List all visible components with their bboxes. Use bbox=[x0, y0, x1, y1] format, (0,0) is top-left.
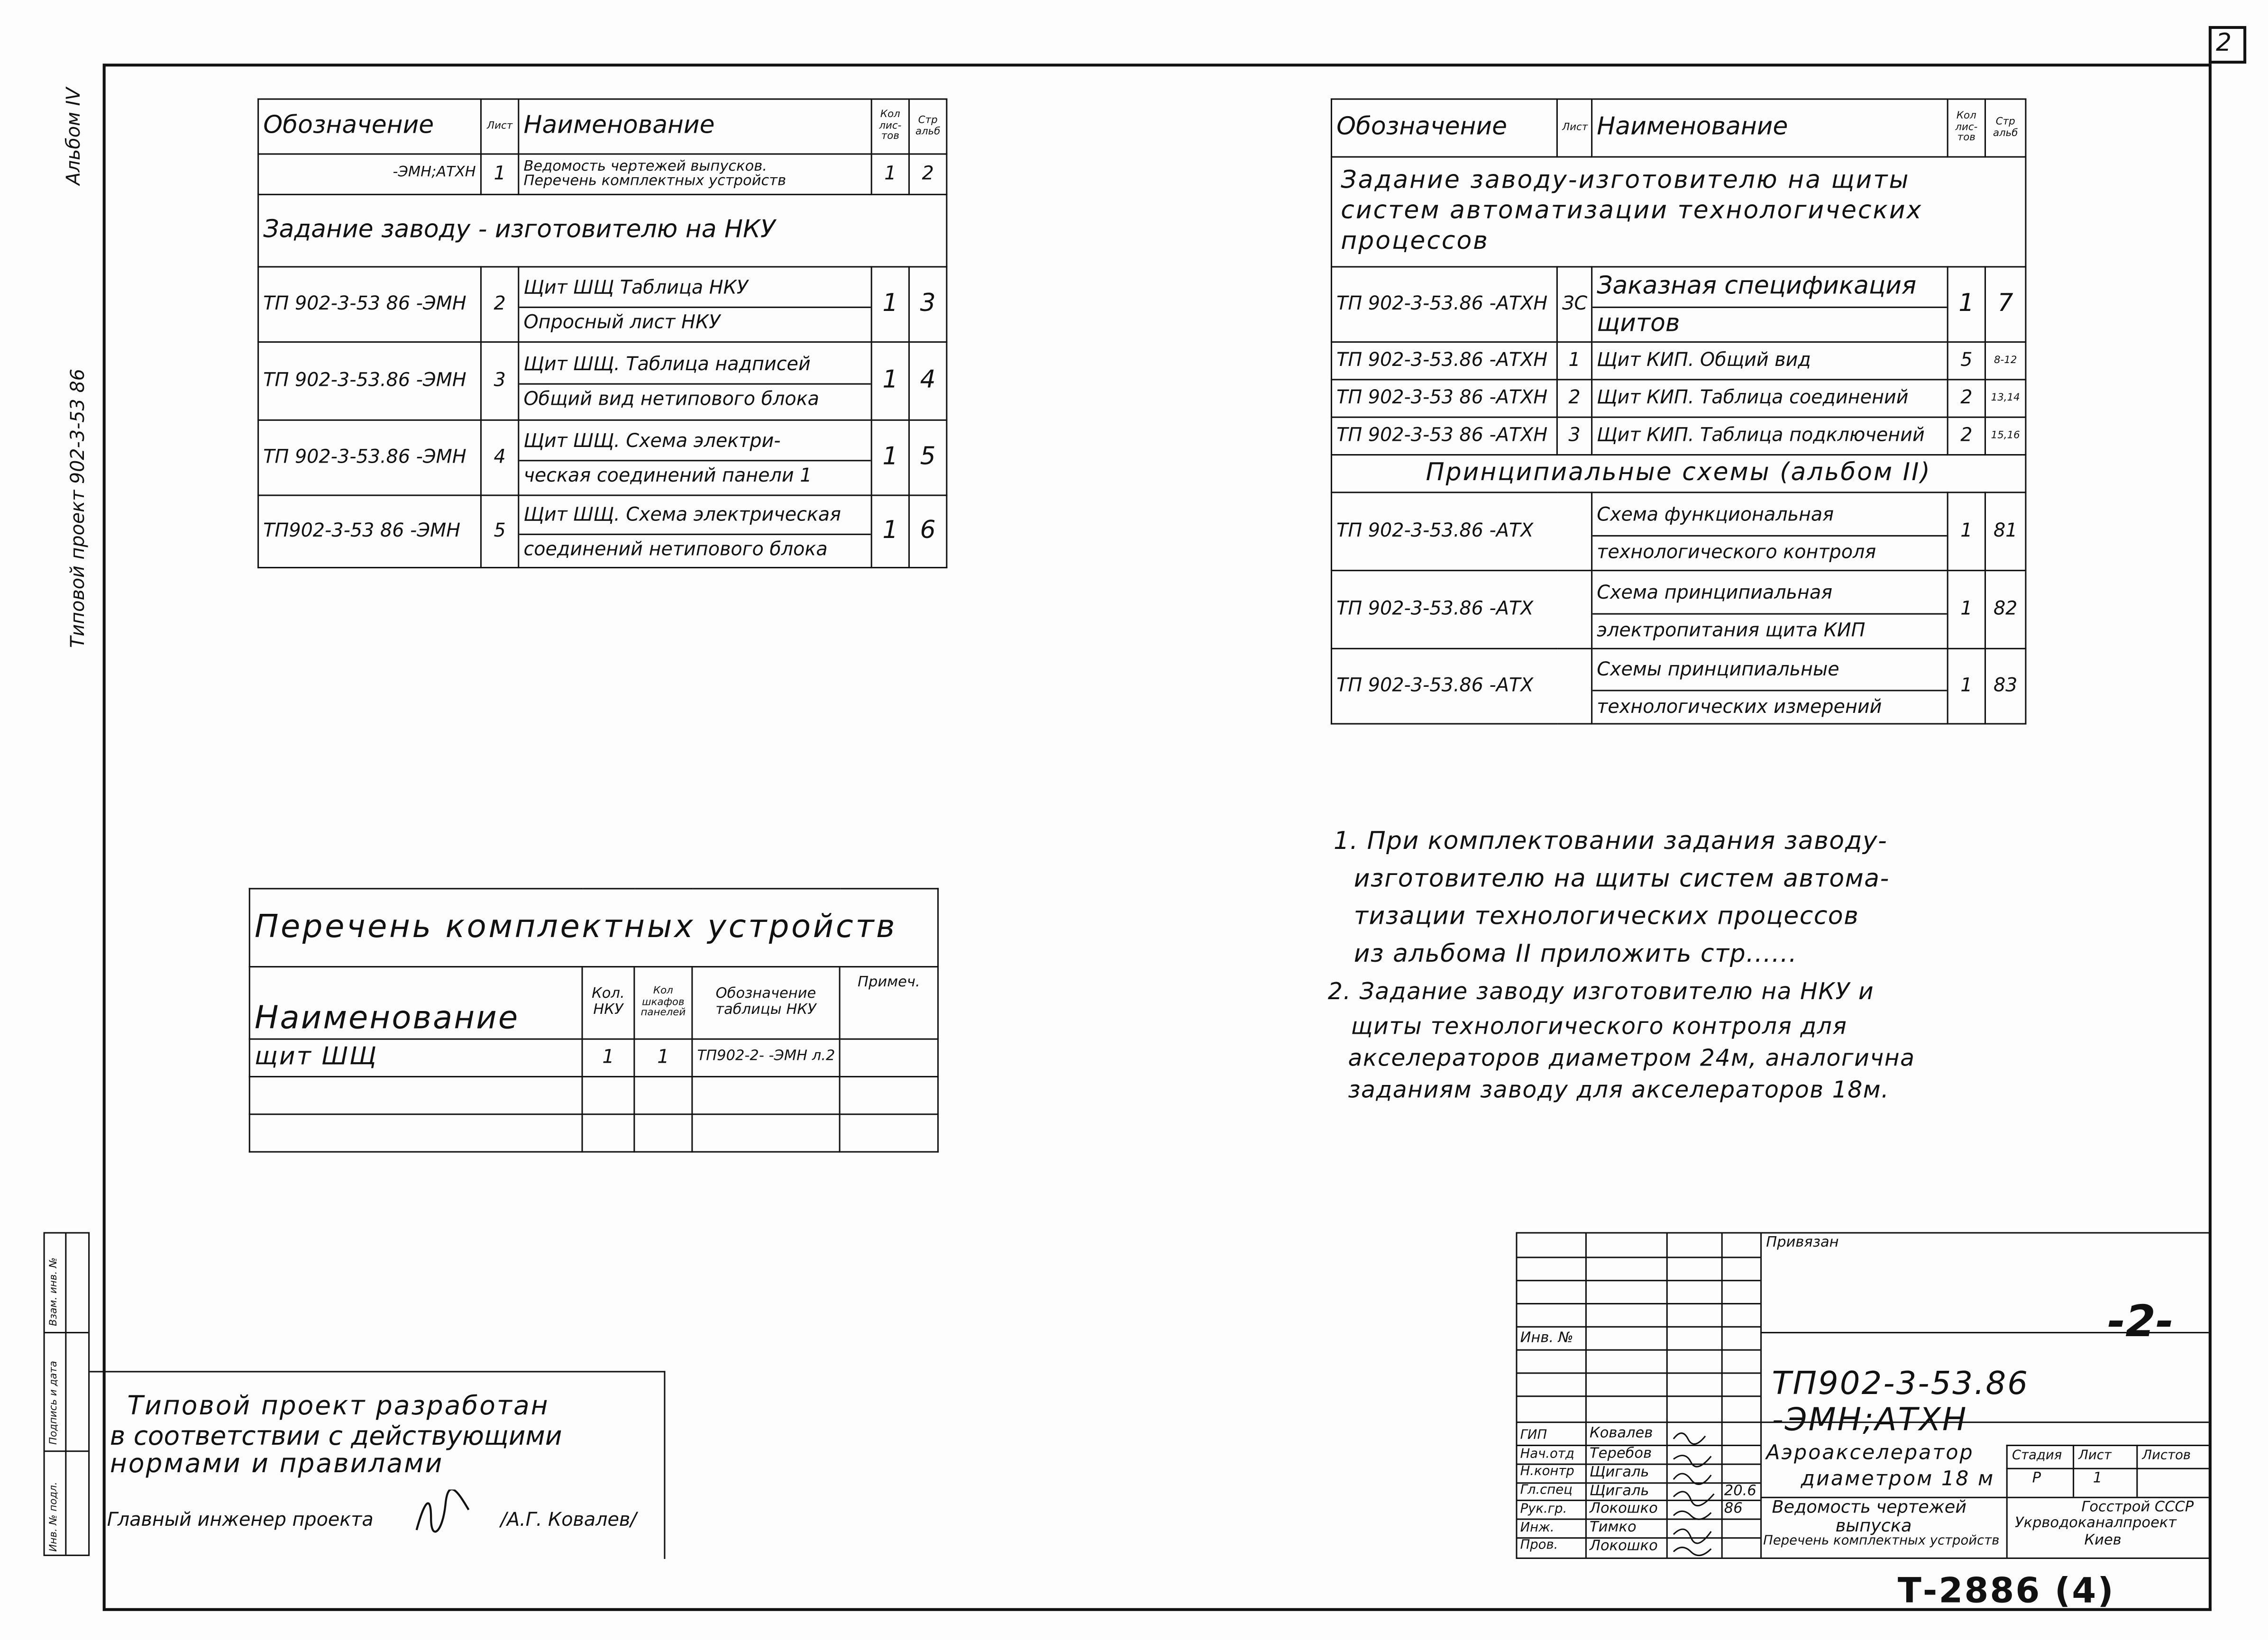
object-line: диаметром 18 м bbox=[1801, 1467, 1995, 1491]
row-page: 7 bbox=[1985, 267, 2025, 342]
drawings-table-right bbox=[1331, 98, 2027, 724]
header-name: Наименование bbox=[1592, 99, 1948, 157]
header-qty-sheets: Кол лис-тов bbox=[871, 99, 909, 154]
margin-strip-cell: Взам. инв. № bbox=[47, 1257, 60, 1326]
row-designation: ТП902-3-53 86 -ЭМН bbox=[258, 495, 481, 568]
subsection-title: Принципиальные схемы (альбом II) bbox=[1331, 455, 2025, 492]
header-page-album: Стр альб bbox=[1985, 99, 2025, 157]
table-row bbox=[258, 495, 947, 568]
devices-header-name: Наименование bbox=[249, 967, 582, 1039]
date-bottom: 86 bbox=[1724, 1501, 1743, 1517]
row-designation: ТП 902-3-53 86 -ЭМН bbox=[258, 267, 481, 342]
row-name-line: Ведомость чертежей выпусков. bbox=[523, 158, 767, 174]
row-name-line: Щит ШЩ. Схема электрическая bbox=[519, 502, 870, 535]
row-sheet: 3 bbox=[1557, 417, 1591, 455]
table-row bbox=[258, 342, 947, 420]
row-name-line: Опросный лист НКУ bbox=[523, 312, 721, 334]
role-name: Тимко bbox=[1590, 1520, 1637, 1536]
row-qty: 2 bbox=[1948, 417, 1985, 455]
row-name-line: Общий вид нетипового блока bbox=[523, 389, 819, 411]
row-page: 13,14 bbox=[1985, 380, 2025, 417]
row-sheet: 4 bbox=[481, 420, 518, 495]
row-page: 2 bbox=[909, 154, 947, 194]
row-designation: -ЭМН;АТХН bbox=[258, 154, 481, 194]
role-name: Щигаль bbox=[1590, 1484, 1649, 1500]
title-block bbox=[1516, 1232, 2210, 1559]
table-row bbox=[1331, 492, 2025, 571]
table-row bbox=[1331, 417, 2025, 455]
stage-label: Стадия bbox=[2012, 1449, 2062, 1464]
row-page: 5 bbox=[909, 420, 947, 495]
sheet-big: -2- bbox=[2107, 1297, 2174, 1348]
table-row bbox=[1331, 342, 2025, 380]
table-row bbox=[1331, 380, 2025, 417]
devices-header-qty-panels: Кол шкафов панелей bbox=[634, 967, 692, 1039]
table-row bbox=[1331, 267, 2025, 342]
row-sheet: 1 bbox=[481, 154, 518, 194]
devices-table bbox=[249, 888, 939, 1152]
row-qty: 1 bbox=[871, 420, 909, 495]
margin-strip-cell: Инв. № подл. bbox=[47, 1482, 60, 1552]
row-name-line: Схемы принципиальные bbox=[1592, 655, 1947, 691]
role-label: Гл.спец bbox=[1520, 1484, 1573, 1498]
row-qty: 1 bbox=[1948, 648, 1985, 724]
margin-strip bbox=[44, 1232, 90, 1556]
row-page: 3 bbox=[909, 267, 947, 342]
note-line: 1. При комплектовании задания заводу- bbox=[1334, 827, 1888, 856]
note-line: акселераторов диаметром 24м, аналогична bbox=[1348, 1044, 1915, 1072]
sheet-label: Лист bbox=[2078, 1449, 2112, 1464]
role-label: Пров. bbox=[1520, 1539, 1558, 1553]
signature-mark bbox=[411, 1490, 474, 1539]
row-page: 8-12 bbox=[1985, 342, 2025, 380]
row-page: 4 bbox=[909, 342, 947, 420]
doc-title-line: выпуска bbox=[1835, 1515, 1912, 1536]
row-designation: ТП 902-3-53.86 -АТХ bbox=[1331, 648, 1591, 724]
signature-name: /А.Г. Ковалев/ bbox=[500, 1510, 637, 1532]
drawings-table-left bbox=[257, 98, 947, 568]
row-designation: ТП 902-3-53.86 -АТХН bbox=[1331, 267, 1557, 342]
inv-label: Инв. № bbox=[1520, 1330, 1573, 1347]
device-designation: ТП902-2- -ЭМН л.2 bbox=[692, 1039, 840, 1076]
row-designation: ТП 902-3-53 86 -АТХН bbox=[1331, 417, 1557, 455]
project-code: ТП902-3-53.86 -ЭМН;АТХН bbox=[1772, 1367, 2030, 1439]
role-label: ГИП bbox=[1520, 1429, 1547, 1443]
statement-line: Типовой проект разработан bbox=[127, 1391, 549, 1422]
row-page: 82 bbox=[1985, 571, 2025, 649]
note-line: щиты технологического контроля для bbox=[1351, 1012, 1847, 1040]
row-name-line: технологических измерений bbox=[1597, 696, 1882, 718]
devices-header-qty-nku: Кол. НКУ bbox=[582, 967, 634, 1039]
sheet-value: 1 bbox=[2093, 1470, 2103, 1487]
org-line: Киев bbox=[2084, 1533, 2122, 1549]
row-qty: 1 bbox=[1948, 267, 1985, 342]
note-line: из альбома II приложить стр...... bbox=[1353, 940, 1798, 969]
role-name: Локошко bbox=[1590, 1501, 1658, 1517]
row-qty: 2 bbox=[1948, 380, 1985, 417]
row-page: 81 bbox=[1985, 492, 2025, 571]
row-name-line: Щит ШЩ. Схема электри- bbox=[519, 428, 870, 461]
devices-title: Перечень комплектных устройств bbox=[249, 889, 938, 967]
devices-header-designation: Обозначение таблицы НКУ bbox=[692, 967, 840, 1039]
row-page: 15,16 bbox=[1985, 417, 2025, 455]
section-title-nku: Задание заводу - изготовителю на НКУ bbox=[258, 194, 947, 267]
row-page: 83 bbox=[1985, 648, 2025, 724]
row-name-line: соединений нетипового блока bbox=[523, 539, 828, 561]
row-qty: 1 bbox=[1948, 492, 1985, 571]
table-row bbox=[258, 267, 947, 342]
row-qty: 1 bbox=[871, 154, 909, 194]
row-sheet: 3 bbox=[481, 342, 518, 420]
row-page: 6 bbox=[909, 495, 947, 568]
row-name-line: электропитания щита КИП bbox=[1597, 620, 1866, 642]
row-name-line: Перечень комплектных устройств bbox=[523, 173, 786, 189]
row-name-line: Щит ШЩ Таблица НКУ bbox=[519, 275, 870, 308]
row-qty: 1 bbox=[871, 267, 909, 342]
device-qty-nku: 1 bbox=[582, 1039, 634, 1076]
table-row bbox=[1331, 571, 2025, 649]
org-line: Госстрой СССР bbox=[2081, 1499, 2194, 1516]
row-name-line: Схема функциональная bbox=[1592, 500, 1947, 536]
album-label: Альбом IV bbox=[64, 87, 86, 185]
role-label: Нач.отд bbox=[1520, 1448, 1574, 1462]
project-label: Типовой проект 902-3-53 86 bbox=[68, 369, 90, 648]
table-row bbox=[258, 154, 947, 194]
row-name-line: технологического контроля bbox=[1597, 541, 1876, 564]
role-label: Н.контр bbox=[1520, 1465, 1574, 1480]
header-sheet: Лист bbox=[1557, 99, 1591, 157]
role-name: Щигаль bbox=[1590, 1465, 1649, 1481]
row-name-line: щитов bbox=[1597, 309, 1680, 338]
row-designation: ТП 902-3-53.86 -АТХ bbox=[1331, 492, 1591, 571]
row-sheet: 2 bbox=[1557, 380, 1591, 417]
row-sheet: 1 bbox=[1557, 342, 1591, 380]
header-name: Наименование bbox=[519, 99, 871, 154]
row-designation: ТП 902-3-53.86 -ЭМН bbox=[258, 342, 481, 420]
tied-label: Привязан bbox=[1766, 1235, 1839, 1251]
row-name-line: ческая соединений панели 1 bbox=[523, 465, 812, 488]
header-qty-sheets: Кол лис-тов bbox=[1948, 99, 1985, 157]
row-designation: ТП 902-3-53.86 -АТХН bbox=[1331, 342, 1557, 380]
statement-line: нормами и правилами bbox=[110, 1449, 444, 1480]
row-designation: ТП 902-3-53.86 -ЭМН bbox=[258, 420, 481, 495]
note-line: 2. Задание заводу изготовителю на НКУ и bbox=[1327, 977, 1875, 1005]
devices-header-note: Примеч. bbox=[840, 967, 938, 1039]
row-qty: 1 bbox=[871, 342, 909, 420]
header-designation: Обозначение bbox=[1331, 99, 1557, 157]
org-line: Укрводоканалпроект bbox=[2015, 1515, 2177, 1532]
header-page-album: Стр альб bbox=[909, 99, 947, 154]
role-name: Ковалев bbox=[1590, 1426, 1653, 1442]
device-qty-panels: 1 bbox=[634, 1039, 692, 1076]
table-row bbox=[258, 420, 947, 495]
row-name-line: Щит КИП. Общий вид bbox=[1592, 342, 1948, 380]
archive-number: Т-2886 (4) bbox=[1897, 1570, 2115, 1611]
row-name-line: Заказная спецификация bbox=[1592, 272, 1947, 308]
row-name-line: Схема принципиальная bbox=[1592, 578, 1947, 614]
row-name-line: Щит КИП. Таблица соединений bbox=[1592, 380, 1948, 417]
role-label: Рук.гр. bbox=[1520, 1502, 1567, 1517]
note-line: тизации технологических процессов bbox=[1353, 902, 1859, 931]
header-designation: Обозначение bbox=[258, 99, 481, 154]
signature-label: Главный инженер проекта bbox=[107, 1510, 374, 1532]
date-top: 20.6 bbox=[1724, 1484, 1756, 1500]
row-designation: ТП 902-3-53 86 -АТХН bbox=[1331, 380, 1557, 417]
row-sheet: 5 bbox=[481, 495, 518, 568]
role-name: Локошко bbox=[1590, 1539, 1658, 1555]
row-name-line: Щит ШЩ. Таблица надписей bbox=[519, 352, 870, 384]
device-name: щит ШЩ bbox=[249, 1039, 582, 1076]
row-qty: 5 bbox=[1948, 342, 1985, 380]
stage-value: Р bbox=[2032, 1470, 2041, 1487]
row-sheet: 2 bbox=[481, 267, 518, 342]
row-sheet: ЗС bbox=[1557, 267, 1591, 342]
object-line: Аэроакселератор bbox=[1766, 1441, 1974, 1465]
doc-title-line: Перечень комплектных устройств bbox=[1763, 1534, 2000, 1549]
doc-title-line: Ведомость чертежей bbox=[1772, 1496, 1967, 1517]
table-row bbox=[1331, 648, 2025, 724]
row-qty: 1 bbox=[1948, 571, 1985, 649]
margin-strip-cell: Подпись и дата bbox=[47, 1361, 60, 1445]
sheets-label: Листов bbox=[2142, 1449, 2191, 1464]
table-row bbox=[249, 1076, 938, 1114]
device-note bbox=[840, 1039, 938, 1076]
table-row bbox=[249, 1114, 938, 1152]
signatures-scribble bbox=[1669, 1424, 1721, 1558]
row-qty: 1 bbox=[871, 495, 909, 568]
role-name: Теребов bbox=[1590, 1446, 1652, 1462]
header-sheet: Лист bbox=[481, 99, 518, 154]
table-row bbox=[249, 1039, 938, 1076]
statement-line: в соответствии с действующими bbox=[110, 1421, 562, 1452]
row-designation: ТП 902-3-53.86 -АТХ bbox=[1331, 571, 1591, 649]
section-title-shields: Задание заводу-изготовителю на щиты систем автоматизации технологических процессов bbox=[1331, 157, 2025, 267]
note-line: изготовителю на щиты систем автома- bbox=[1353, 865, 1890, 894]
sheet-number: 2 bbox=[2216, 29, 2232, 58]
role-label: Инж. bbox=[1520, 1521, 1555, 1536]
note-line: заданиям заводу для акселераторов 18м. bbox=[1348, 1075, 1890, 1103]
row-name-line: Щит КИП. Таблица подключений bbox=[1592, 417, 1948, 455]
